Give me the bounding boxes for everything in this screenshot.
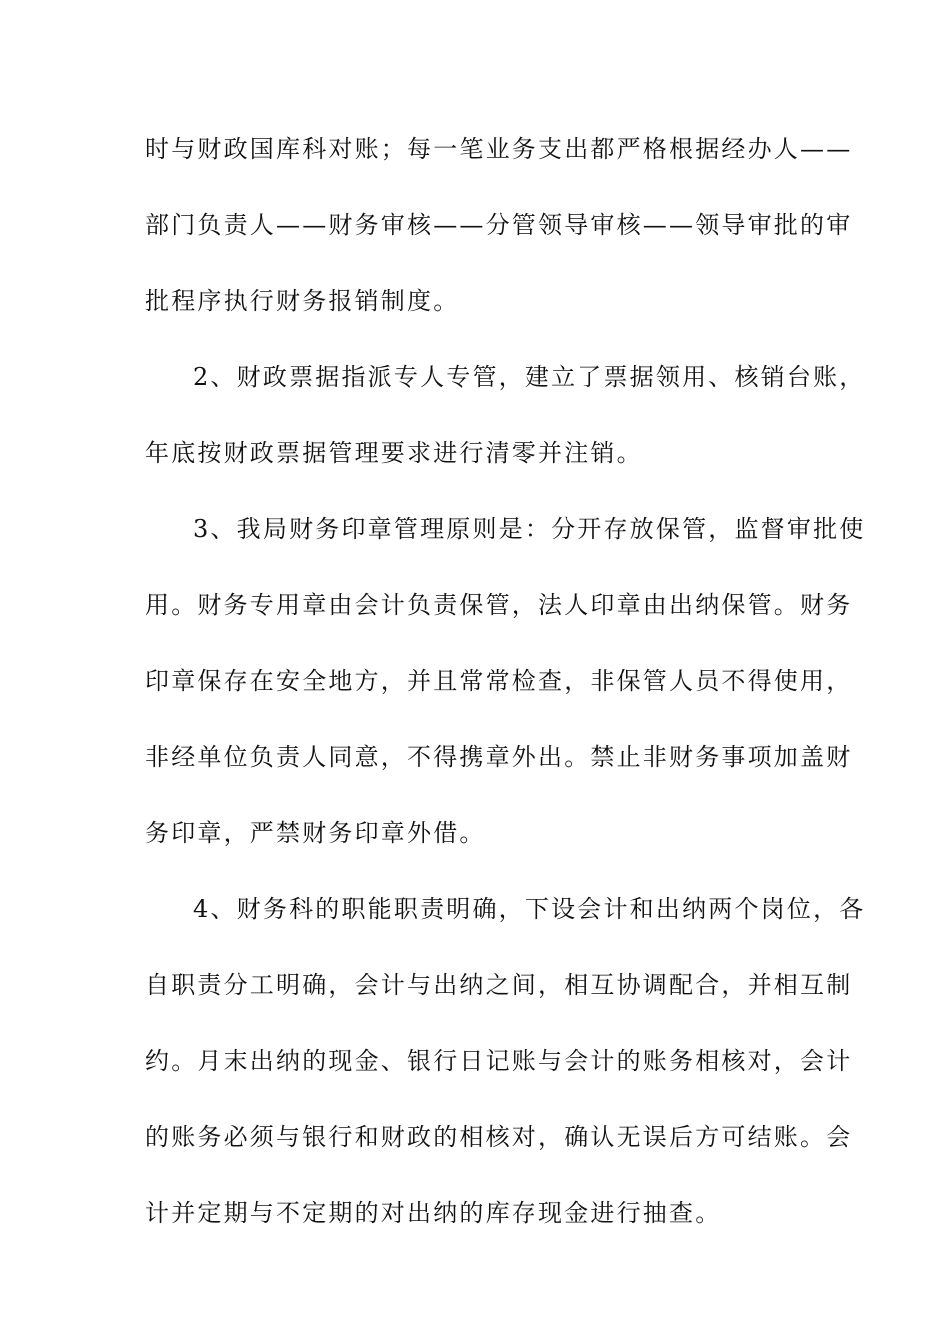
text-line: 计并定期与不定期的对出纳的库存现金进行抽查。 (145, 1199, 722, 1227)
text-line: 年底按财政票据管理要求进行清零并注销。 (145, 439, 643, 467)
text-line: 非经单位负责人同意，不得携章外出。禁止非财务事项加盖财 (145, 743, 853, 771)
paragraph-start-line: 2、财政票据指派专人专管，建立了票据领用、核销台账， (193, 363, 866, 391)
text-line: 用。财务专用章由会计负责保管，法人印章由出纳保管。财务 (145, 591, 853, 619)
text-line: 部门负责人——财务审核——分管领导审核——领导审批的审 (145, 211, 853, 239)
text-line: 时与财政国库科对账；每一笔业务支出都严格根据经办人—— (145, 135, 853, 163)
paragraph-start-line: 4、财务科的职能职责明确，下设会计和出纳两个岗位，各 (193, 895, 866, 923)
text-line: 的账务必须与银行和财政的相核对，确认无误后方可结账。会 (145, 1123, 853, 1151)
text-line: 印章保存在安全地方，并且常常检查，非保管人员不得使用， (145, 667, 853, 695)
text-line: 约。月末出纳的现金、银行日记账与会计的账务相核对，会计 (145, 1047, 853, 1075)
paragraph-start-line: 3、我局财务印章管理原则是：分开存放保管，监督审批使 (193, 515, 866, 543)
text-line: 自职责分工明确，会计与出纳之间，相互协调配合，并相互制 (145, 971, 853, 999)
text-line: 务印章，严禁财务印章外借。 (145, 819, 486, 847)
text-line: 批程序执行财务报销制度。 (145, 287, 460, 315)
